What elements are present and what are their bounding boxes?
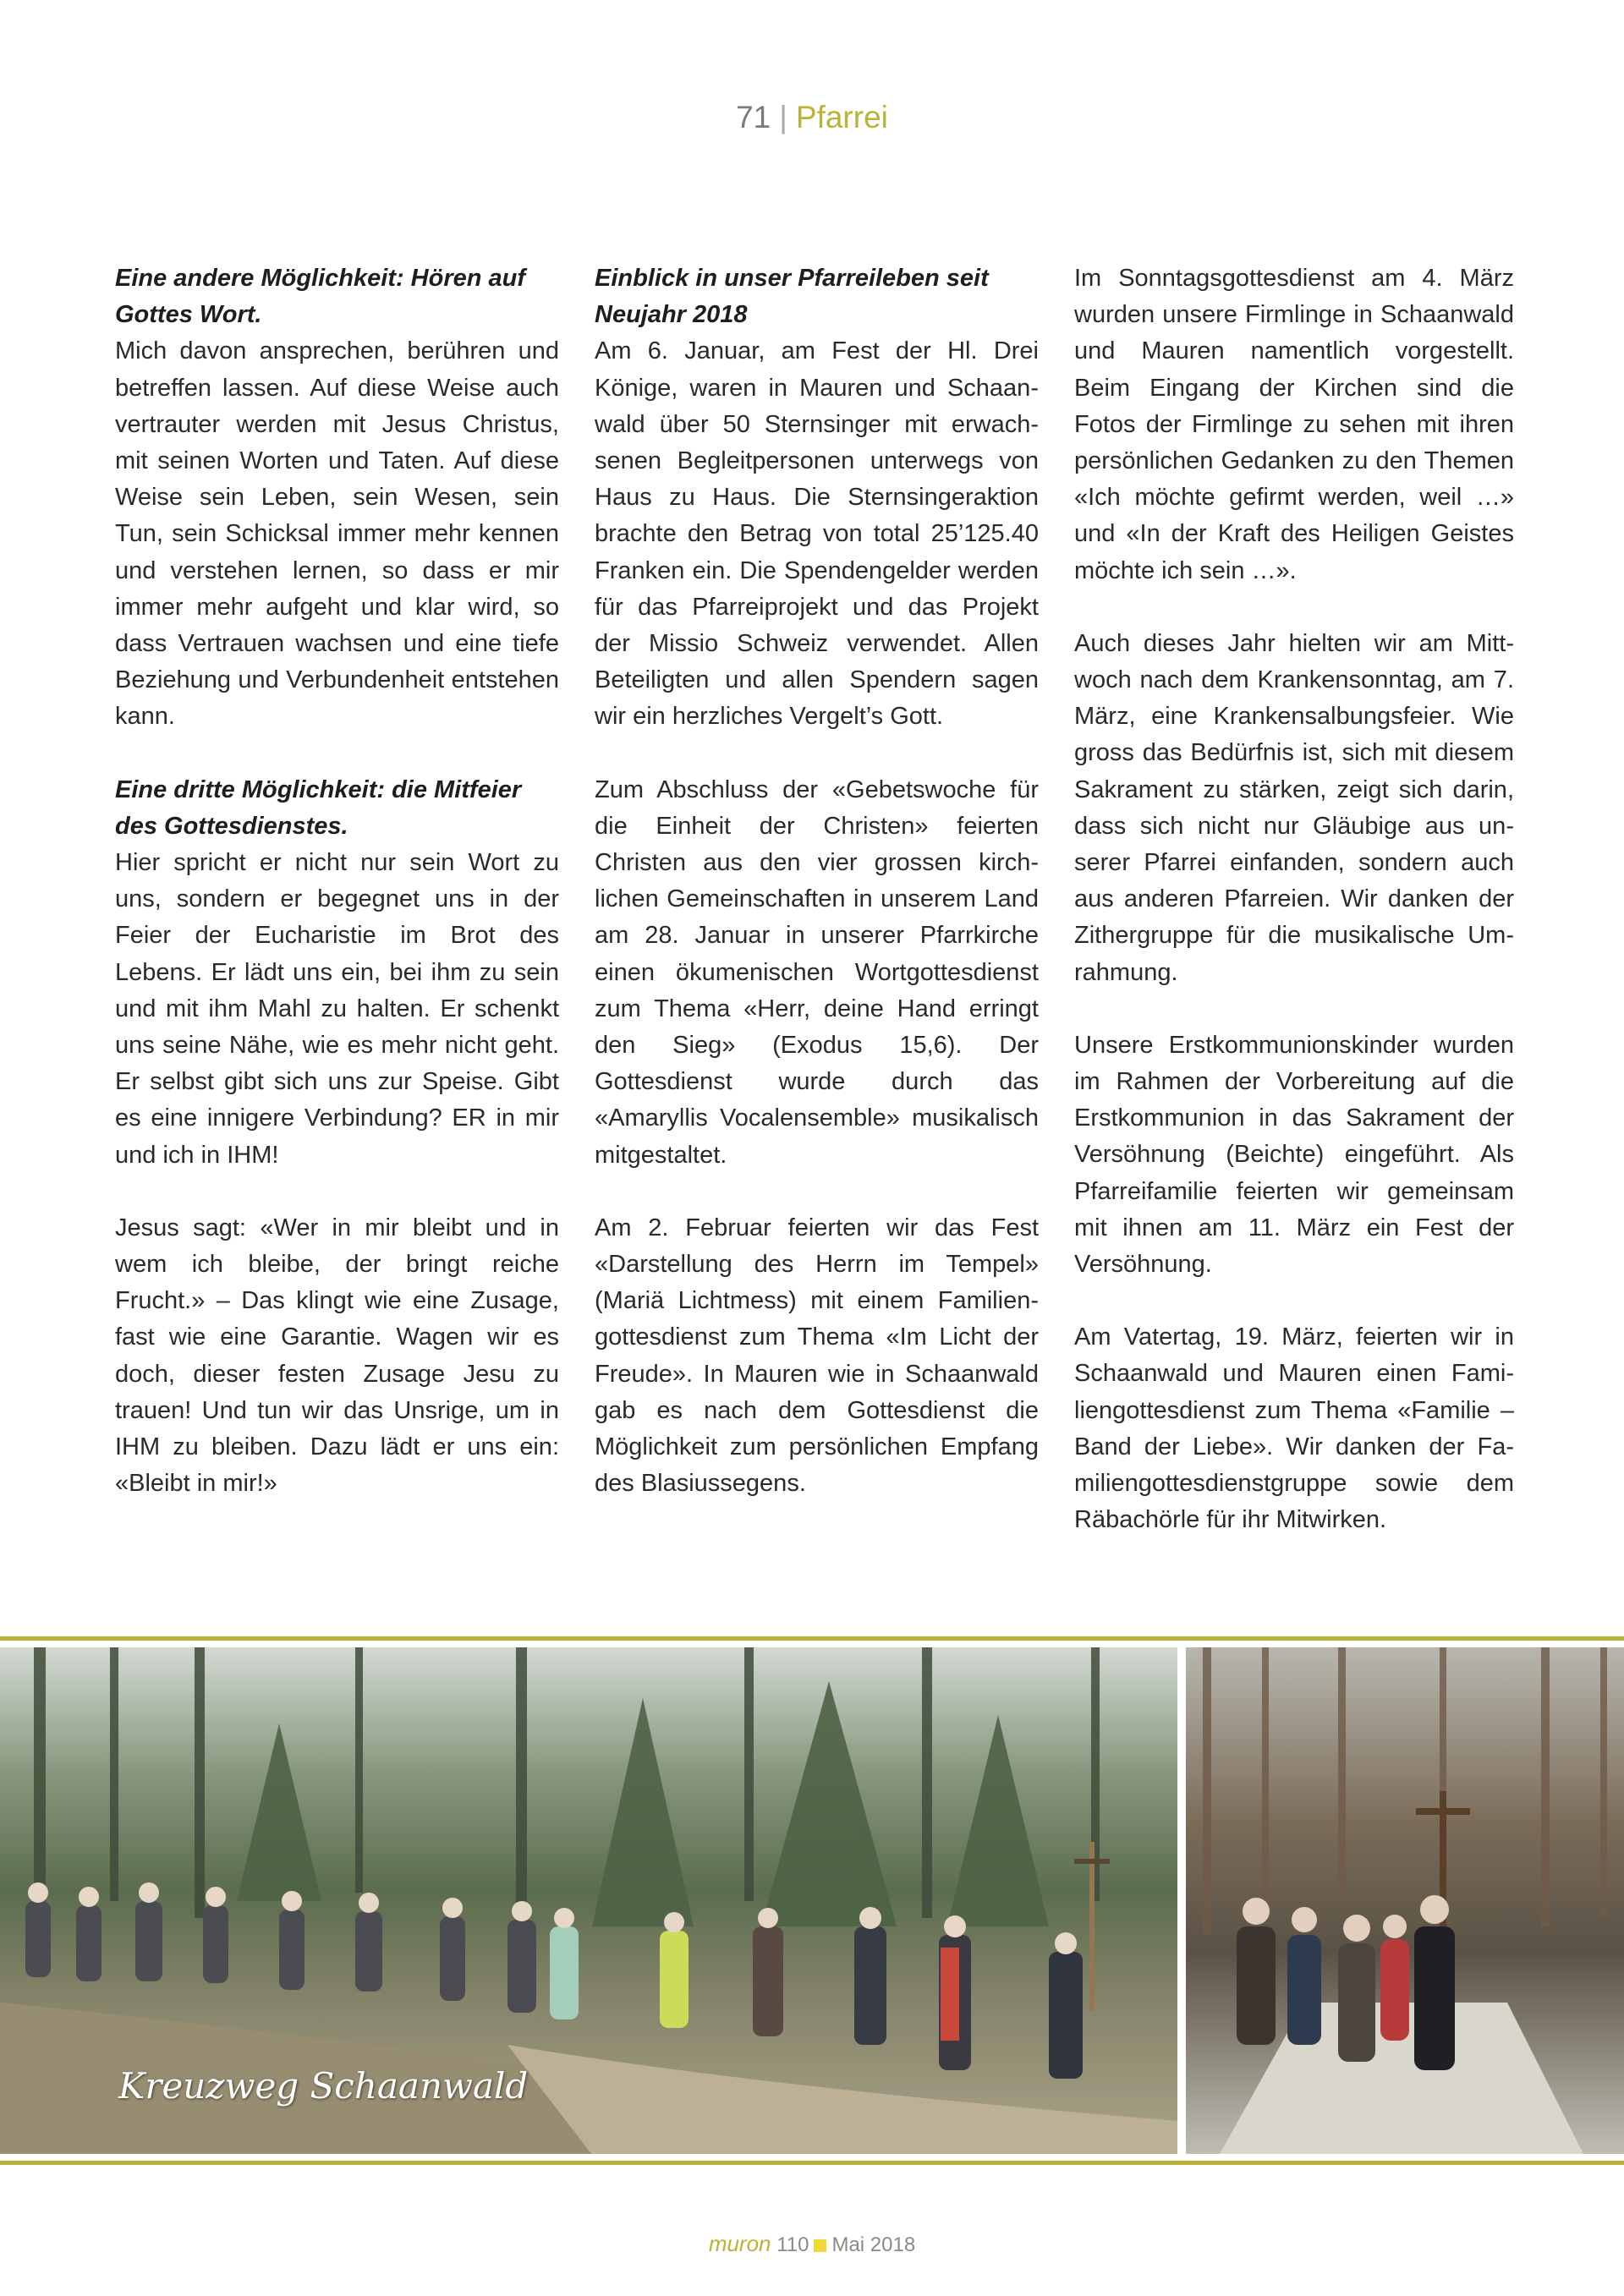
issue-date: Mai 2018 — [831, 2233, 916, 2256]
footer-square-icon — [814, 2239, 826, 2252]
paragraph: Am 2. Februar feierten wir das Fest «Darstellung des Herrn im Tempel» (Mariä Lichtmess) mit einem Familiengottesdienst zum Thema «Im Licht der Freude». In Mauren wie in Schaanwald gab es nach dem Gottesdienst die Möglichkeit zum persönlichen Empfang des Blasiussegens. — [595, 1214, 1039, 1498]
issue-number: 110 — [776, 2233, 809, 2256]
text-column-1 — [115, 260, 559, 1539]
page-footer — [0, 2231, 1624, 2257]
paragraph: Jesus sagt: «Wer in mir bleibt und in wem ich bleibe, der bringt reiche Frucht.» – Das klingt wie eine Zusage, fast wie eine Garantie. Wagen wir es doch, dieser festen Zusage Jesu zu trauen! Und tun wir das Unsrige, um in IHM zu bleiben. Dazu lädt er uns ein: «Bleibt in mir!» — [115, 1214, 559, 1498]
section-title: Pfarrei — [795, 100, 888, 134]
paragraph: Auch dieses Jahr hielten wir am Mittwoch nach dem Krankensonntag, am 7. März, eine Krankensalbungsfeier. Wie gross das Bedürfnis ist, sich mit diesem Sakrament zu stärken, zeigt sich darin, dass sich nicht nur Gläubige aus unserer Pfarrei einfanden, sondern auch aus anderen Pfarreien. Wir danken der Zithergruppe für die musikalische Umrahmung. — [1074, 629, 1514, 986]
text-column-2 — [595, 260, 1039, 1539]
heading-mitfeier: Eine dritte Möglichkeit: die Mitfeier des Gottesdienstes. — [115, 775, 522, 840]
heading-hoeren: Eine andere Möglichkeit: Hören auf Gottes Wort. — [115, 265, 526, 329]
photo-procession-forest — [0, 1647, 1177, 2154]
paragraph: Im Sonntagsgottesdienst am 4. März wurden unsere Firmlinge in Schaanwald und Mauren namentlich vorgestellt. Beim Eingang der Kirchen sind die Fotos der Firmlinge zu sehen mit ihren persönlichen Gedanken zu den Themen «Ich möchte gefirmt werden, weil …» und «In der Kraft des Heiligen Geistes möchte ich sein …». — [1074, 265, 1514, 584]
paragraph: Am 6. Januar, am Fest der Hl. Drei Könige, waren in Mauren und Schaanwald über 50 Sternsinger mit erwachsenen Begleitpersonen unterwegs von Haus zu Haus. Die Sternsingeraktion brachte den Betrag von total 25’125.40 Franken ein. Die Spendengelder werden für das Pfarreiprojekt und das Projekt der Missio Schweiz verwendet. Allen Beteiligten und allen Spendern sagen wir ein herzliches Vergelt’s Gott. — [595, 337, 1039, 731]
paragraph: Hier spricht er nicht nur sein Wort zu uns, sondern er begegnet uns in der Feier der Eucharistie im Brot des Lebens. Er lädt uns ein, bei ihm zu sein und mit ihm Mahl zu halten. Er schenkt uns seine Nähe, wie es mehr nicht geht. Er selbst gibt sich uns zur Speise. Gibt es eine innigere Verbindung? ER in mir und ich in IHM! — [115, 849, 559, 1169]
page-header — [0, 100, 1624, 135]
header-separator: | — [779, 100, 787, 134]
paragraph: Unsere Erstkommunionskinder wurden im Rahmen der Vorbereitung auf die Erstkommunion in das Sakrament der Versöhnung (Beichte) eingeführt. Als Pfarreifamilie feierten wir gemeinsam mit ihnen am 11. März ein Fest der Versöhnung. — [1074, 1031, 1514, 1279]
photo-procession-cross — [1186, 1647, 1624, 2154]
photo-cross-illustration — [1186, 1647, 1624, 2154]
photo-band — [0, 1636, 1624, 2165]
text-column-3 — [1074, 260, 1514, 1575]
paragraph: Am Vatertag, 19. März, feierten wir in Schaanwald und Mauren einen Familiengottesdienst zum Thema «Familie – Band der Liebe». Wir danken der Familiengottesdienstgruppe sowie dem Räbachörle für ihr Mitwirken. — [1074, 1323, 1514, 1534]
photo-caption: Kreuzweg Schaanwald — [118, 2065, 529, 2107]
paragraph: Zum Abschluss der «Gebetswoche für die Einheit der Christen» feierten Christen aus den vier grossen kirchlichen Gemeinschaften in unserem Land am 28. Januar in unserer Pfarrkirche einen ökumenischen Wortgottesdienst zum Thema «Herr, deine Hand erringt den Sieg» (Exodus 15,6). Der Gottesdienst wurde durch das «Amaryllis Vocalensemble» musikalisch mitgestaltet. — [595, 775, 1039, 1169]
magazine-name: muron — [708, 2231, 771, 2256]
heading-einblick: Einblick in unser Pfarreileben seit Neujahr 2018 — [595, 265, 989, 329]
page-number: 71 — [736, 100, 771, 134]
paragraph: Mich davon ansprechen, berühren und betreffen lassen. Auf diese Weise auch vertrauter werden mit Jesus Christus, mit seinen Worten und Taten. Auf diese Weise sein Leben, sein Wesen, sein Tun, sein Schicksal immer mehr kennen und verstehen lernen, so dass er mir immer mehr aufgeht und klar wird, so dass Vertrauen wachsen und eine tiefe Beziehung und Verbundenheit entstehen kann. — [115, 337, 559, 731]
